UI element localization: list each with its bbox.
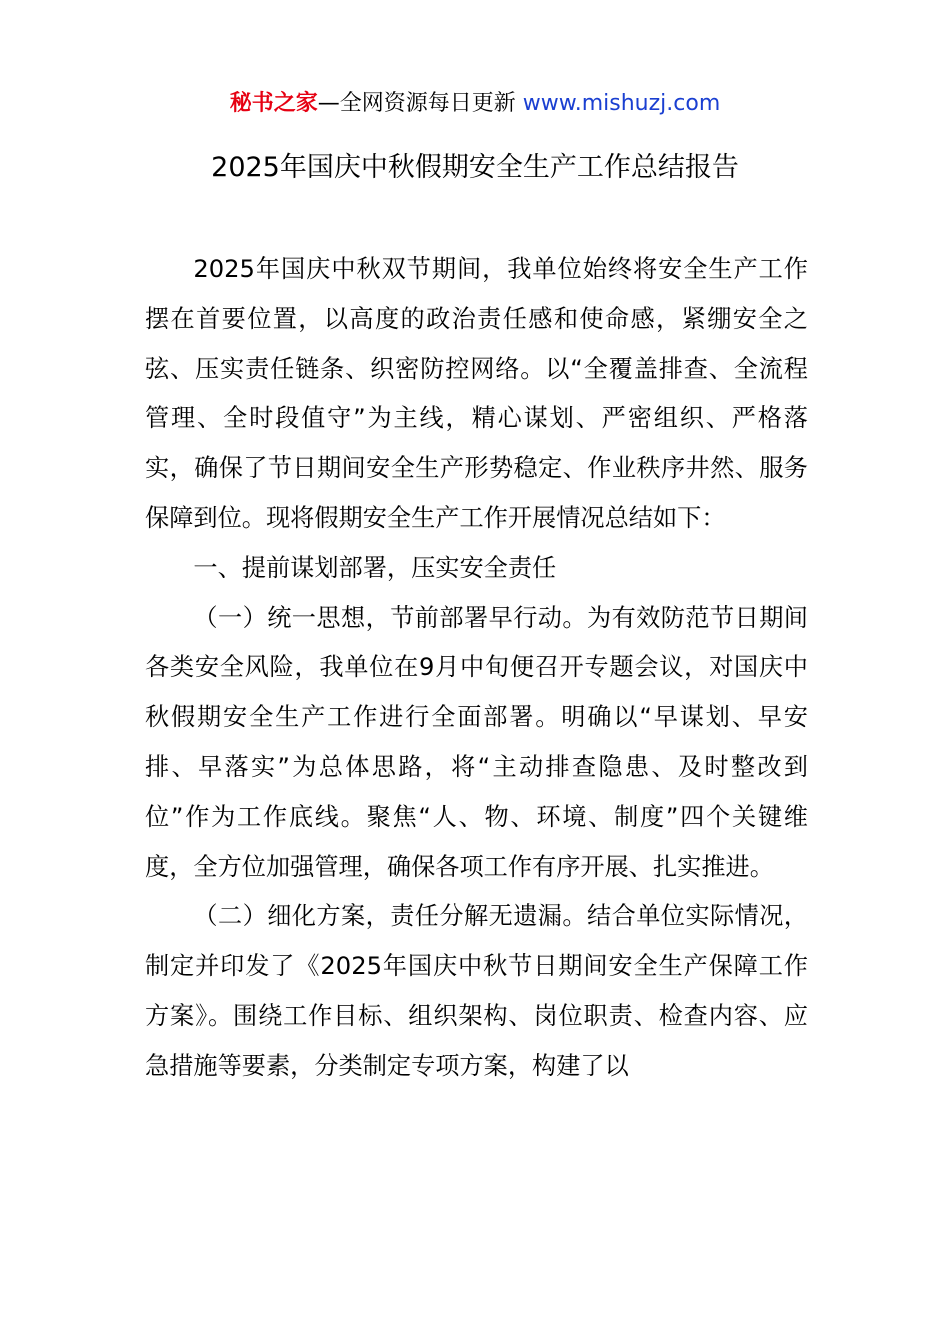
site-header xyxy=(0,86,950,122)
document-body xyxy=(145,245,808,1092)
site-tagline: —全网资源每日更新 xyxy=(317,91,516,116)
site-url-link[interactable]: www.mishuzj.com xyxy=(522,91,721,116)
subsection-paragraph-2: （二）细化方案，责任分解无遗漏。结合单位实际情况，制定并印发了《2025年国庆中秋节日期间安全生产保障工作方案》。围绕工作目标、组织架构、岗位职责、检查内容、应急措施等要素，分类制定专项方案，构建了以 xyxy=(145,902,808,1080)
site-brand: 秘书之家 xyxy=(229,91,318,116)
section-heading-1: 一、提前谋划部署，压实安全责任 xyxy=(193,553,557,582)
document-title: 2025年国庆中秋假期安全生产工作总结报告 xyxy=(211,152,739,183)
intro-paragraph: 2025年国庆中秋双节期间，我单位始终将安全生产工作摆在首要位置，以高度的政治责任感和使命感，紧绷安全之弦、压实责任链条、织密防控网络。以“全覆盖排查、全流程管理、全时段值守”为主线，精心谋划、严密组织、严格落实，确保了节日期间安全生产形势稳定、作业秩序井然、服务保障到位。现将假期安全生产工作开展情况总结如下： xyxy=(145,255,808,532)
subsection-paragraph-1: （一）统一思想，节前部署早行动。为有效防范节日期间各类安全风险，我单位在9月中旬便召开专题会议，对国庆中秋假期安全生产工作进行全面部署。明确以“早谋划、早安排、早落实”为总体思路，将“主动排查隐患、及时整改到位”作为工作底线。聚焦“人、物、环境、制度”四个关键维度，全方位加强管理，确保各项工作有序开展、扎实推进。 xyxy=(145,603,808,881)
